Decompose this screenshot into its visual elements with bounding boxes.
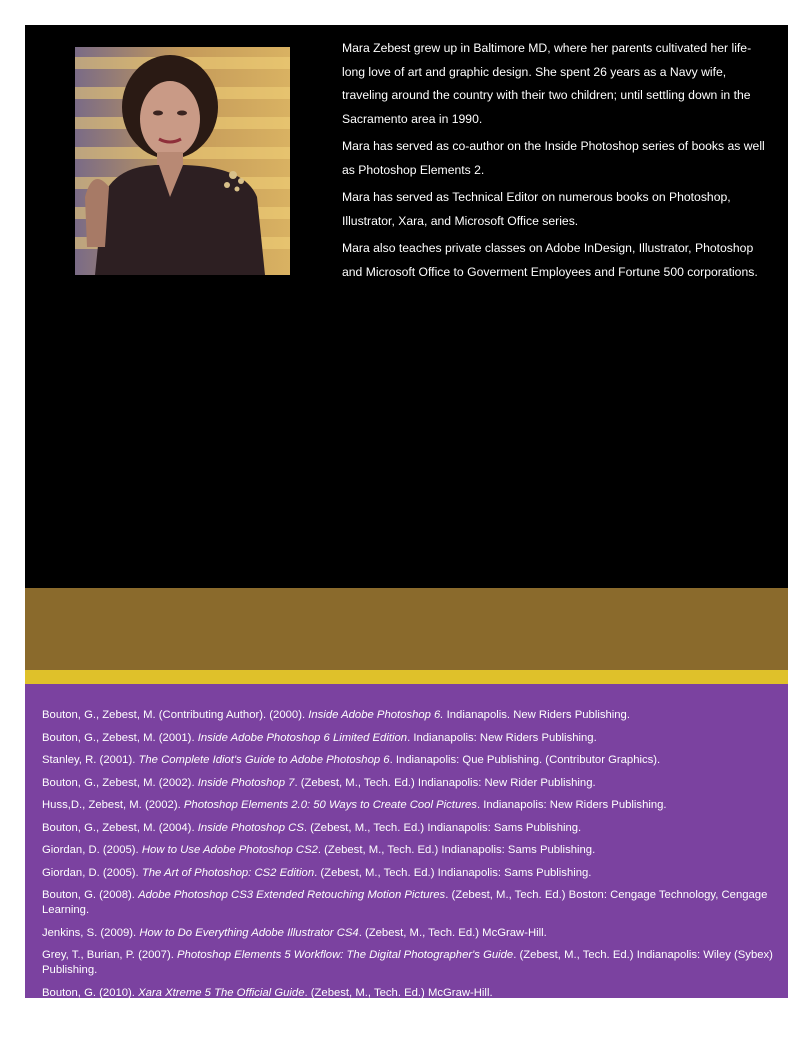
reference-title: Inside Photoshop 7 [197,776,295,789]
reference-authors: Giordan, D. (2005). [42,866,142,879]
reference-item [42,866,777,881]
reference-authors: Grey, T., Burian, P. (2007). [42,949,177,962]
reference-item [42,798,777,813]
bio-text [342,37,772,288]
portrait-illustration [75,47,290,275]
reference-authors: Bouton, G., Zebest, M. (2004). [42,821,198,834]
reference-authors: Bouton, G. (2010). [42,986,139,999]
bio-paragraph: Mara also teaches private classes on Adobe InDesign, Illustrator, Photoshop and Microsoft Office to Goverment Employees and Fortune 500 corporations. [342,241,758,279]
bio-paragraph: Mara Zebest grew up in Baltimore MD, where her parents cultivated her life-long love of art and graphic design. She spent 26 years as a Navy wife, traveling around the country with their two children; until settling down in the Sacramento area in 1990. [342,41,752,126]
references-section [25,684,788,998]
reference-item [42,926,777,941]
reference-authors: Bouton, G., Zebest, M. (2002). [42,776,198,789]
yellow-band [25,670,788,684]
reference-publisher: . (Zebest, M., Tech. Ed.) McGraw-Hill. [358,926,547,939]
reference-title: Photoshop Elements 5 Workflow: The Digital Photographer's Guide [177,949,514,962]
reference-title: The Art of Photoshop: CS2 Edition [141,866,315,879]
reference-item [42,821,777,836]
reference-title: Xara Xtreme 5 The Official Guide [138,986,305,999]
reference-publisher: . (Zebest, M., Tech. Ed.) McGraw-Hill. [304,986,493,999]
reference-publisher: . (Zebest, M., Tech. Ed.) Boston: Cengage Technology, Cengage Learning. [42,889,768,917]
bio-paragraph: Mara has served as Technical Editor on numerous books on Photoshop, Illustrator, Xara, and Microsoft Office series. [342,190,731,228]
reference-publisher: . (Zebest, M., Tech. Ed.) Indianapolis: Sams Publishing. [314,866,592,879]
reference-item [42,708,777,723]
reference-publisher: . Indianapolis: Que Publishing. (Contributor Graphics). [389,754,661,766]
reference-publisher: . (Zebest, M., Tech. Ed.) Indianapolis: New Rider Publishing. [294,776,596,789]
reference-authors: Giordan, D. (2005). [42,844,142,856]
reference-publisher: Indianapolis. New Riders Publishing. [443,709,630,721]
reference-title: The Complete Idiot's Guide to Adobe Photoshop 6 [138,754,390,766]
reference-title: How to Use Adobe Photoshop CS2 [141,844,318,856]
reference-item [42,731,777,746]
bio-section [25,25,788,588]
author-portrait [75,47,290,275]
reference-title: Photoshop Elements 2.0: 50 Ways to Create Cool Pictures [183,799,477,811]
reference-title: Inside Adobe Photoshop 6. [308,709,444,721]
reference-title: Inside Photoshop CS [197,821,304,834]
reference-title: How to Do Everything Adobe Illustrator CS4 [139,926,359,939]
reference-authors: Jenkins, S. (2009). [42,926,140,939]
bio-paragraph: Mara has served as co-author on the Inside Photoshop series of books as well as Photoshop Elements 2. [342,139,765,177]
reference-authors: Bouton, G. (2008). [42,889,139,901]
reference-item [42,888,777,918]
reference-item [42,843,777,858]
gold-band [25,588,788,670]
reference-title: Inside Adobe Photoshop 6 Limited Edition [197,731,408,744]
reference-publisher: . (Zebest, M., Tech. Ed.) Indianapolis: Wiley (Sybex) Publishing. [42,949,773,977]
reference-publisher: . Indianapolis: New Riders Publishing. [407,731,597,744]
reference-item [42,776,777,791]
reference-publisher: . (Zebest, M., Tech. Ed.) Indianapolis: Sams Publishing. [303,821,582,834]
reference-item [42,986,777,1001]
reference-authors: Huss,D., Zebest, M. (2002). [42,799,184,811]
reference-publisher: . (Zebest, M., Tech. Ed.) Indianapolis: Sams Publishing. [317,844,596,856]
references-list [42,708,777,1008]
reference-authors: Bouton, G., Zebest, M. (Contributing Author). (2000). [42,709,309,721]
reference-item [42,753,777,768]
reference-authors: Stanley, R. (2001). [42,754,139,766]
reference-item [42,948,777,978]
reference-publisher: . Indianapolis: New Riders Publishing. [476,799,667,811]
reference-authors: Bouton, G., Zebest, M. (2001). [42,731,198,744]
reference-title: Adobe Photoshop CS3 Extended Retouching Motion Pictures [138,889,446,901]
